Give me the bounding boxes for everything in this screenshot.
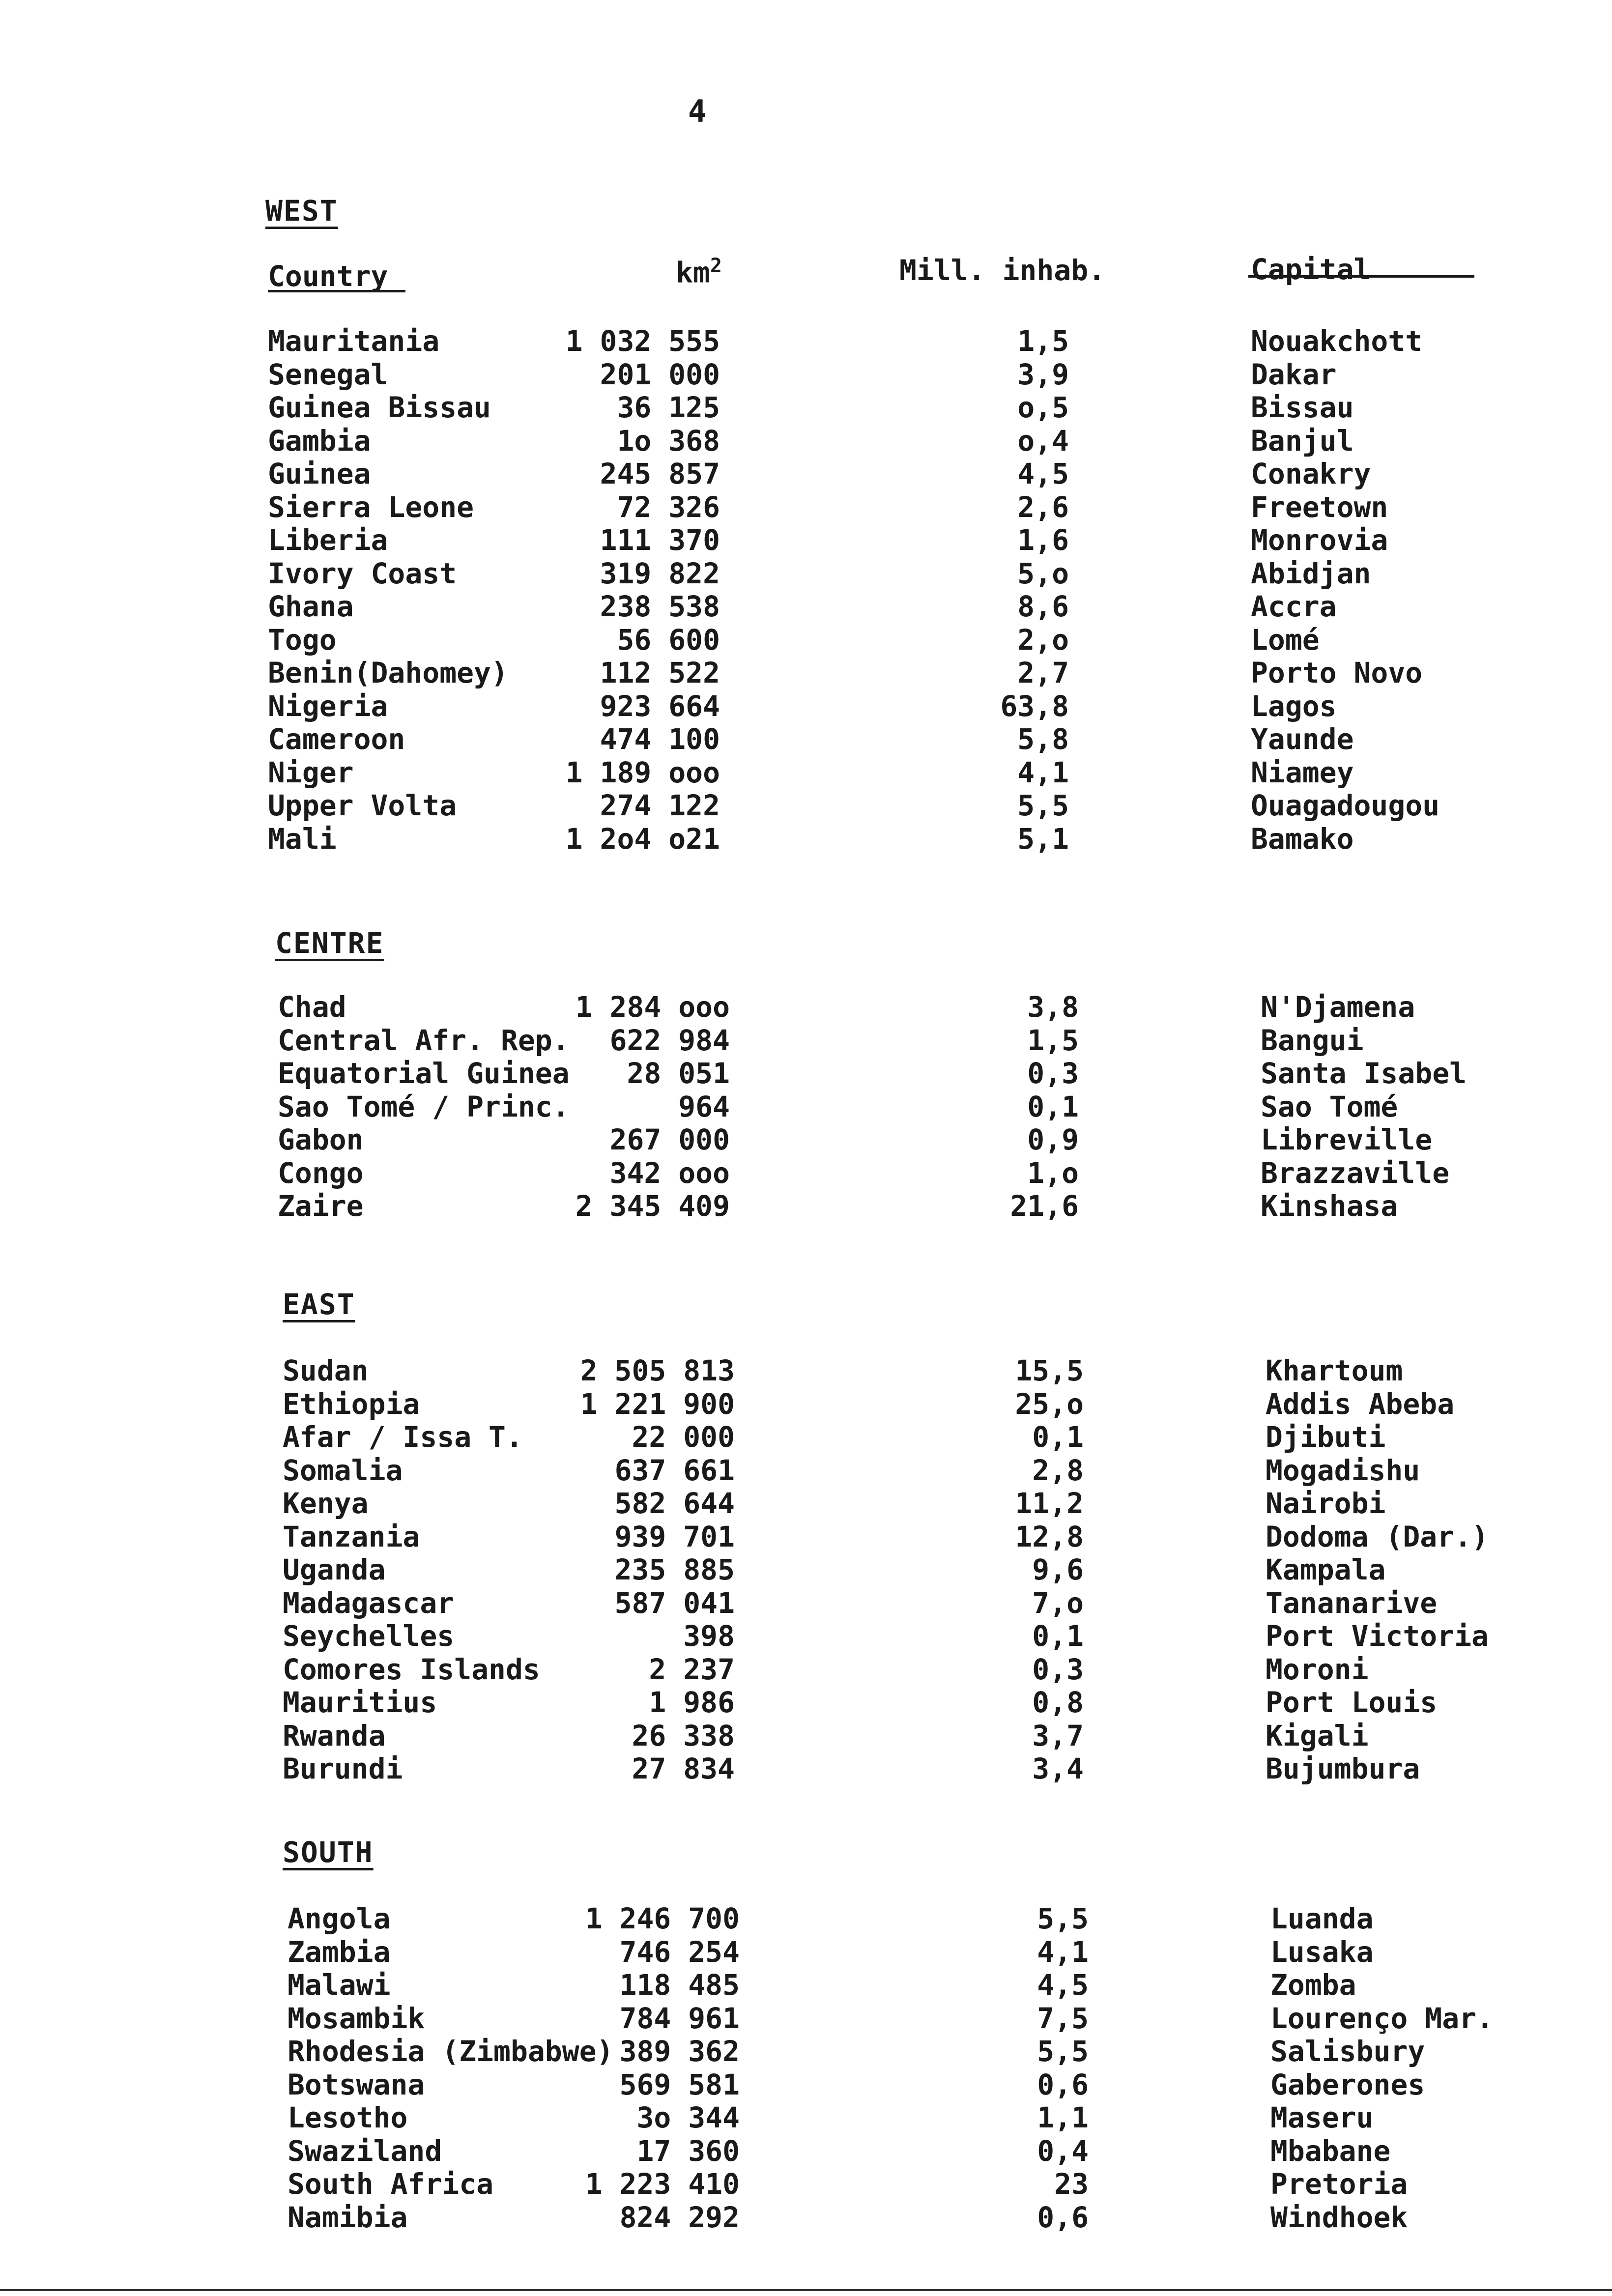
- capital-cell: Ouagadougou: [1251, 789, 1440, 822]
- population-cell: 4,1: [1037, 1935, 1089, 1969]
- population-cell: 5,8: [1017, 722, 1069, 756]
- population-cell: 0,1: [1032, 1619, 1084, 1653]
- population-cell: 5,5: [1037, 2035, 1089, 2068]
- country-cell: Mosambik: [288, 2002, 425, 2035]
- table-row: [283, 1553, 1560, 1586]
- country-cell: Botswana: [288, 2068, 425, 2101]
- capital-cell: Bamako: [1251, 822, 1354, 856]
- population-cell: 2,8: [1032, 1454, 1084, 1487]
- country-cell: Benin(Dahomey): [268, 656, 508, 689]
- capital-cell: Mbabane: [1270, 2134, 1391, 2168]
- capital-cell: Pretoria: [1270, 2167, 1408, 2201]
- table-row: [288, 1968, 1565, 2002]
- population-cell: 2,o: [1017, 623, 1069, 657]
- area-cell: 569 581: [619, 2068, 740, 2101]
- country-cell: Upper Volta: [268, 789, 457, 822]
- area-cell: 118 485: [619, 1968, 740, 2002]
- country-cell: Gabon: [278, 1123, 364, 1156]
- country-cell: Central Afr. Rep.: [278, 1024, 570, 1057]
- table-row: [288, 1902, 1565, 1935]
- population-cell: 0,3: [1032, 1653, 1084, 1686]
- area-cell: 36 125: [617, 391, 720, 424]
- header-area: $km^2$: [676, 255, 722, 289]
- area-cell: 26 338: [632, 1719, 735, 1752]
- country-cell: Burundi: [283, 1752, 403, 1785]
- country-cell: South Africa: [288, 2167, 494, 2201]
- capital-cell: Lomé: [1251, 623, 1320, 657]
- country-cell: Sao Tomé / Princ.: [278, 1090, 570, 1123]
- capital-cell: Luanda: [1270, 1902, 1374, 1935]
- capital-cell: Kinshasa: [1261, 1189, 1398, 1223]
- country-cell: Senegal: [268, 358, 388, 391]
- country-cell: Afar / Issa T.: [283, 1420, 523, 1454]
- population-cell: 2,6: [1017, 490, 1069, 524]
- country-cell: Chad: [278, 990, 346, 1024]
- population-cell: o,5: [1017, 391, 1069, 424]
- population-cell: 0,1: [1032, 1420, 1084, 1454]
- capital-cell: Lagos: [1251, 689, 1337, 723]
- table-row: [278, 1189, 1555, 1223]
- population-cell: 1,5: [1027, 1024, 1079, 1057]
- country-cell: Tanzania: [283, 1520, 420, 1553]
- table-row: [278, 990, 1555, 1024]
- country-cell: Kenya: [283, 1487, 369, 1520]
- capital-cell: Santa Isabel: [1261, 1057, 1467, 1090]
- country-cell: Malawi: [288, 1968, 391, 2002]
- table-row: [288, 2068, 1565, 2101]
- country-cell: Mali: [268, 822, 337, 856]
- population-cell: 5,5: [1017, 789, 1069, 822]
- area-cell: 784 961: [619, 2002, 740, 2035]
- country-cell: Rhodesia (Zimbabwe): [288, 2035, 614, 2068]
- area-cell: 637 661: [614, 1454, 735, 1487]
- area-cell: 267 000: [609, 1123, 730, 1156]
- population-cell: 0,6: [1037, 2201, 1089, 2234]
- country-cell: Ivory Coast: [268, 557, 457, 590]
- table-row: [268, 656, 1546, 689]
- population-cell: 5,1: [1017, 822, 1069, 856]
- section-title-south: SOUTH: [283, 1836, 374, 1869]
- area-cell: 474 100: [600, 722, 720, 756]
- table-row: [268, 722, 1546, 756]
- population-cell: 5,o: [1017, 557, 1069, 590]
- population-cell: 11,2: [1015, 1487, 1084, 1520]
- page-number: 4: [688, 93, 707, 129]
- country-cell: Mauritius: [283, 1686, 437, 1719]
- population-cell: 3,9: [1017, 358, 1069, 391]
- country-cell: Guinea Bissau: [268, 391, 491, 424]
- area-cell: 22 000: [632, 1420, 735, 1454]
- capital-cell: Djibuti: [1266, 1420, 1386, 1454]
- table-header: [268, 246, 1477, 293]
- capital-cell: Dodoma (Dar.): [1266, 1520, 1489, 1553]
- section-title-east: EAST: [283, 1288, 355, 1321]
- area-cell: 235 885: [614, 1553, 735, 1586]
- population-cell: 63,8: [1000, 689, 1069, 723]
- population-cell: 3,4: [1032, 1752, 1084, 1785]
- area-cell: 238 538: [600, 590, 720, 623]
- capital-cell: Porto Novo: [1251, 656, 1423, 689]
- table-row: [268, 523, 1546, 557]
- capital-cell: Libreville: [1261, 1123, 1433, 1156]
- table-row: [283, 1520, 1560, 1553]
- population-cell: 1,1: [1037, 2101, 1089, 2134]
- area-cell: 1 221 900: [580, 1387, 735, 1421]
- table-row: [283, 1586, 1560, 1620]
- table-row: [268, 623, 1546, 657]
- area-cell: 1o 368: [617, 424, 720, 458]
- capital-cell: Brazzaville: [1261, 1156, 1450, 1190]
- population-cell: 0,8: [1032, 1686, 1084, 1719]
- country-cell: Cameroon: [268, 722, 405, 756]
- population-cell: 1,o: [1027, 1156, 1079, 1190]
- header-rule-left: [268, 290, 405, 292]
- table-row: [278, 1024, 1555, 1057]
- table-row: [288, 2134, 1565, 2168]
- country-cell: Zambia: [288, 1935, 391, 1969]
- country-cell: Lesotho: [288, 2101, 408, 2134]
- country-cell: Gambia: [268, 424, 371, 458]
- table-row: [268, 358, 1546, 391]
- area-cell: 1 284 ooo: [575, 990, 730, 1024]
- country-cell: Comores Islands: [283, 1653, 540, 1686]
- table-row: [288, 2035, 1565, 2068]
- area-cell: 622 984: [609, 1024, 730, 1057]
- table-row: [288, 2167, 1565, 2201]
- capital-cell: Salisbury: [1270, 2035, 1425, 2068]
- area-cell: 2 237: [649, 1653, 735, 1686]
- table-row: [278, 1156, 1555, 1190]
- population-cell: 7,5: [1037, 2002, 1089, 2035]
- capital-cell: Port Louis: [1266, 1686, 1438, 1719]
- capital-cell: Banjul: [1251, 424, 1354, 458]
- table-row: [283, 1487, 1560, 1520]
- area-cell: 2 345 409: [575, 1189, 730, 1223]
- area-cell: 923 664: [600, 689, 720, 723]
- table-row: [268, 789, 1546, 822]
- table-row: [268, 324, 1546, 358]
- population-cell: 0,1: [1027, 1090, 1079, 1123]
- area-cell: 964: [678, 1090, 730, 1123]
- capital-cell: Sao Tomé: [1261, 1090, 1398, 1123]
- country-cell: Somalia: [283, 1454, 403, 1487]
- capital-cell: Addis Abeba: [1266, 1387, 1455, 1421]
- area-cell: 1 246 700: [585, 1902, 740, 1935]
- capital-cell: Maseru: [1270, 2101, 1374, 2134]
- capital-cell: Bangui: [1261, 1024, 1364, 1057]
- population-cell: 0,6: [1037, 2068, 1089, 2101]
- population-cell: 4,1: [1017, 756, 1069, 789]
- table-row: [268, 424, 1546, 458]
- area-cell: 939 701: [614, 1520, 735, 1553]
- area-cell: 398: [683, 1619, 735, 1653]
- table-row: [283, 1420, 1560, 1454]
- country-cell: Nigeria: [268, 689, 388, 723]
- capital-cell: Dakar: [1251, 358, 1337, 391]
- area-cell: 27 834: [632, 1752, 735, 1785]
- table-row: [283, 1454, 1560, 1487]
- section-title-west: WEST: [265, 194, 338, 228]
- capital-cell: Accra: [1251, 590, 1337, 623]
- capital-cell: Freetown: [1251, 490, 1388, 524]
- population-cell: 8,6: [1017, 590, 1069, 623]
- table-row: [268, 590, 1546, 623]
- table-row: [278, 1090, 1555, 1123]
- table-row: [283, 1752, 1560, 1785]
- country-cell: Niger: [268, 756, 354, 789]
- country-cell: Togo: [268, 623, 337, 657]
- country-cell: Madagascar: [283, 1586, 455, 1620]
- country-cell: Sierra Leone: [268, 490, 474, 524]
- area-cell: 2 505 813: [580, 1354, 735, 1387]
- population-cell: 7,o: [1032, 1586, 1084, 1620]
- country-cell: Zaire: [278, 1189, 364, 1223]
- area-cell: 1 2o4 o21: [565, 822, 720, 856]
- table-row: [268, 490, 1546, 524]
- country-cell: Namibia: [288, 2201, 408, 2234]
- capital-cell: Gaberones: [1270, 2068, 1425, 2101]
- section-title-centre: CENTRE: [275, 926, 384, 960]
- table-row: [278, 1123, 1555, 1156]
- capital-cell: Mogadishu: [1266, 1454, 1420, 1487]
- country-cell: Equatorial Guinea: [278, 1057, 570, 1090]
- country-cell: Guinea: [268, 457, 371, 490]
- table-row: [283, 1719, 1560, 1752]
- capital-cell: Bissau: [1251, 391, 1354, 424]
- population-cell: 9,6: [1032, 1553, 1084, 1586]
- table-row: [268, 457, 1546, 490]
- capital-cell: Kampala: [1266, 1553, 1386, 1586]
- area-cell: 1 986: [649, 1686, 735, 1719]
- capital-cell: Tananarive: [1266, 1586, 1438, 1620]
- capital-cell: Nairobi: [1266, 1487, 1386, 1520]
- country-cell: Congo: [278, 1156, 364, 1190]
- population-cell: 21,6: [1010, 1189, 1079, 1223]
- header-country: Country: [268, 259, 388, 293]
- table-row: [288, 2002, 1565, 2035]
- table-row: [288, 2101, 1565, 2134]
- country-cell: Ethiopia: [283, 1387, 420, 1421]
- country-cell: Rwanda: [283, 1719, 386, 1752]
- area-cell: 28 051: [627, 1057, 730, 1090]
- capital-cell: Khartoum: [1266, 1354, 1403, 1387]
- population-cell: 2,7: [1017, 656, 1069, 689]
- table-row: [268, 822, 1546, 856]
- population-cell: 1,6: [1017, 523, 1069, 557]
- table-row: [283, 1354, 1560, 1387]
- table-row: [268, 391, 1546, 424]
- population-cell: o,4: [1017, 424, 1069, 458]
- table-row: [283, 1619, 1560, 1653]
- population-cell: 23: [1054, 2167, 1089, 2201]
- header-capital: Capital: [1251, 253, 1371, 286]
- capital-cell: Lourenço Mar.: [1270, 2002, 1494, 2035]
- country-cell: Ghana: [268, 590, 354, 623]
- table-row: [268, 689, 1546, 723]
- capital-cell: Port Victoria: [1266, 1619, 1489, 1653]
- capital-cell: Moroni: [1266, 1653, 1369, 1686]
- country-cell: Sudan: [283, 1354, 369, 1387]
- country-cell: Swaziland: [288, 2134, 442, 2168]
- population-cell: 3,8: [1027, 990, 1079, 1024]
- capital-cell: Niamey: [1251, 756, 1354, 789]
- area-cell: 342 ooo: [609, 1156, 730, 1190]
- header-rule-right: [1248, 275, 1474, 278]
- population-cell: 12,8: [1015, 1520, 1084, 1553]
- area-cell: 746 254: [619, 1935, 740, 1969]
- country-cell: Angola: [288, 1902, 391, 1935]
- table-row: [268, 756, 1546, 789]
- area-cell: 201 000: [600, 358, 720, 391]
- table-row: [283, 1686, 1560, 1719]
- table-row: [268, 557, 1546, 590]
- page-bottom-line: [0, 2289, 1612, 2291]
- country-cell: Uganda: [283, 1553, 386, 1586]
- area-cell: 245 857: [600, 457, 720, 490]
- capital-cell: Zomba: [1270, 1968, 1356, 2002]
- table-row: [288, 1935, 1565, 1969]
- area-cell: 17 360: [636, 2134, 740, 2168]
- capital-cell: Windhoek: [1270, 2201, 1408, 2234]
- area-cell: 389 362: [619, 2035, 740, 2068]
- area-cell: 319 822: [600, 557, 720, 590]
- population-cell: 0,9: [1027, 1123, 1079, 1156]
- population-cell: 5,5: [1037, 1902, 1089, 1935]
- area-cell: 72 326: [617, 490, 720, 524]
- population-cell: 4,5: [1017, 457, 1069, 490]
- area-cell: 3o 344: [636, 2101, 740, 2134]
- capital-cell: Abidjan: [1251, 557, 1371, 590]
- area-cell: 1 032 555: [565, 324, 720, 358]
- country-cell: Seychelles: [283, 1619, 455, 1653]
- capital-cell: Bujumbura: [1266, 1752, 1420, 1785]
- table-row: [288, 2201, 1565, 2234]
- population-cell: 3,7: [1032, 1719, 1084, 1752]
- capital-cell: Kigali: [1266, 1719, 1369, 1752]
- area-cell: 112 522: [600, 656, 720, 689]
- capital-cell: Monrovia: [1251, 523, 1388, 557]
- header-population: Mill. inhab.: [899, 254, 1106, 287]
- population-cell: 25,o: [1015, 1387, 1084, 1421]
- population-cell: 4,5: [1037, 1968, 1089, 2002]
- area-cell: 111 370: [600, 523, 720, 557]
- table-row: [283, 1653, 1560, 1686]
- capital-cell: Yaunde: [1251, 722, 1354, 756]
- capital-cell: Lusaka: [1270, 1935, 1374, 1969]
- population-cell: 1,5: [1017, 324, 1069, 358]
- area-cell: 1 223 410: [585, 2167, 740, 2201]
- area-cell: 587 041: [614, 1586, 735, 1620]
- population-cell: 0,4: [1037, 2134, 1089, 2168]
- country-cell: Liberia: [268, 523, 388, 557]
- table-row: [278, 1057, 1555, 1090]
- area-cell: 274 122: [600, 789, 720, 822]
- population-cell: 15,5: [1015, 1354, 1084, 1387]
- area-cell: 824 292: [619, 2201, 740, 2234]
- population-cell: 0,3: [1027, 1057, 1079, 1090]
- area-cell: 1 189 ooo: [565, 756, 720, 789]
- area-cell: 582 644: [614, 1487, 735, 1520]
- capital-cell: Conakry: [1251, 457, 1371, 490]
- capital-cell: N'Djamena: [1261, 990, 1415, 1024]
- capital-cell: Nouakchott: [1251, 324, 1423, 358]
- area-cell: 56 600: [617, 623, 720, 657]
- country-cell: Mauritania: [268, 324, 440, 358]
- table-row: [283, 1387, 1560, 1421]
